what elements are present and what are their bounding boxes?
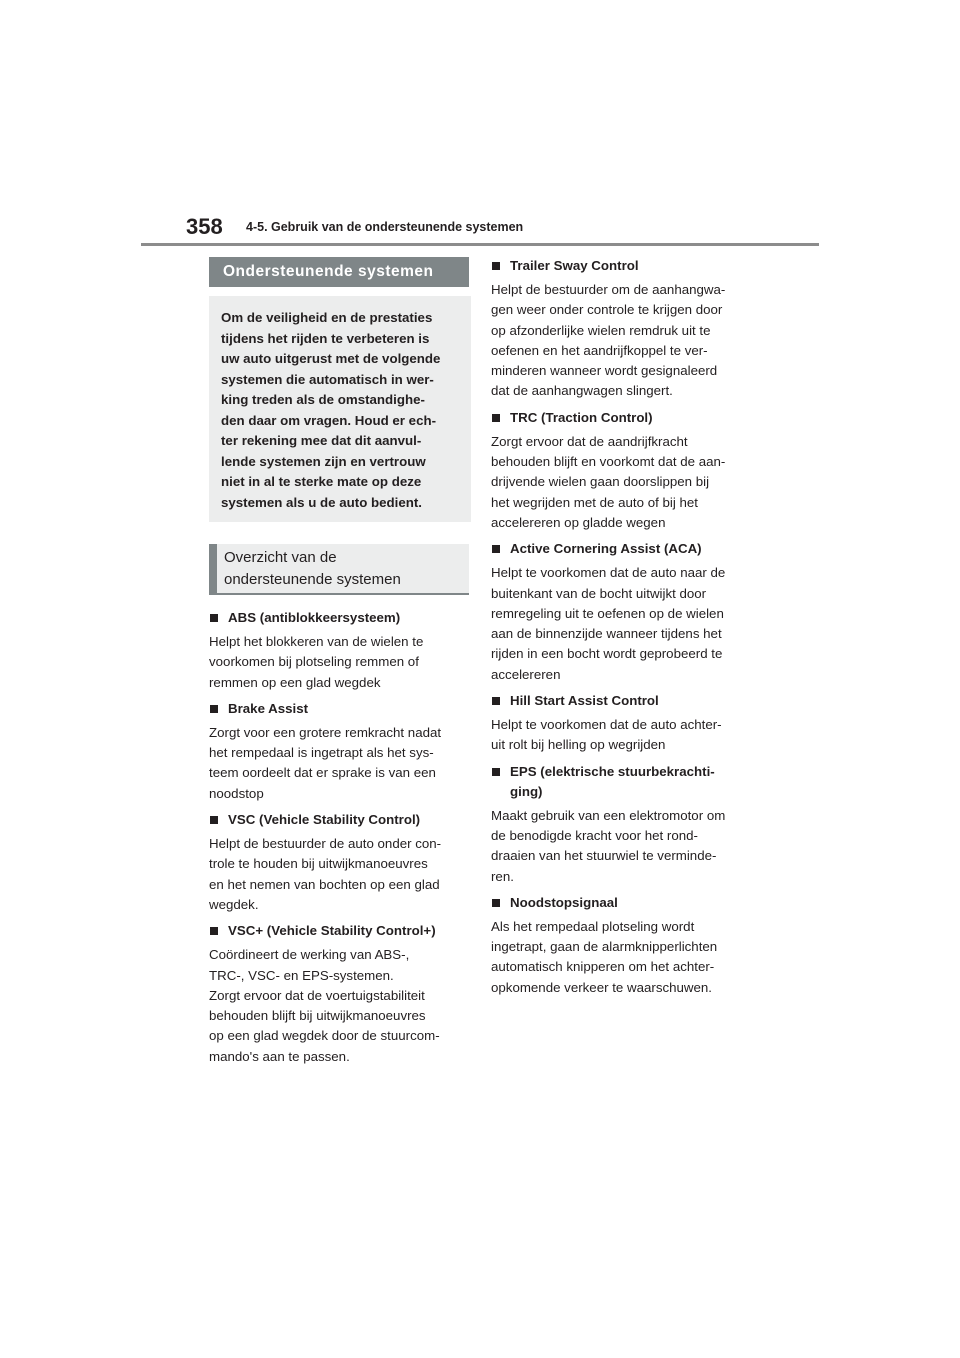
item-body [209, 632, 471, 693]
item-body [491, 917, 753, 998]
item-title: Active Cornering Assist (ACA) [510, 541, 702, 557]
system-item-vsc [209, 810, 471, 915]
body-line: automatisch knipperen om het achter- [491, 959, 715, 975]
body-line: rijden in een bocht wordt geprobeerd te [491, 646, 723, 662]
body-line: op een glad wegdek door de stuurcom- [209, 1028, 440, 1044]
header-divider [141, 243, 819, 246]
square-bullet-icon [210, 927, 218, 935]
body-line: accelereren op gladde wegen [491, 514, 666, 530]
system-item-hill-start [491, 691, 753, 756]
system-item-eps [491, 762, 753, 887]
body-line: het wegrijden met de auto of bij het [491, 494, 698, 510]
chapter-title: 4-5. Gebruik van de ondersteunende systemen [246, 220, 524, 234]
body-line: Zorgt ervoor dat de voertuigstabiliteit [209, 987, 425, 1003]
square-bullet-icon [210, 816, 218, 824]
item-heading [209, 608, 471, 628]
item-title: Noodstopsignaal [510, 894, 618, 910]
square-bullet-icon [492, 899, 500, 907]
item-title: VSC+ (Vehicle Stability Control+) [228, 923, 436, 939]
body-line: trole te houden bij uitwijkmanoeuvres [209, 856, 428, 872]
body-line: uit rolt bij helling op wegrijden [491, 737, 666, 753]
item-body [491, 806, 753, 887]
square-bullet-icon [210, 614, 218, 622]
body-line: Als het rempedaal plotseling wordt [491, 918, 695, 934]
item-body [209, 945, 471, 1067]
body-line: Coördineert de werking van ABS-, [209, 947, 410, 963]
body-line: ingetrapt, gaan de alarmknipperlichten [491, 939, 718, 955]
item-heading [209, 921, 471, 941]
square-bullet-icon [492, 768, 500, 776]
item-title: Hill Start Assist Control [510, 693, 659, 709]
item-title-line: ging) [510, 783, 543, 799]
system-item-brake-assist [209, 699, 471, 804]
body-line: Helpt de bestuurder om de aanhangwa- [491, 282, 726, 297]
square-bullet-icon [210, 705, 218, 713]
body-line: op afzonderlijke wielen remdruk uit te [491, 322, 711, 338]
intro-line: systemen als u de auto bedient. [221, 494, 422, 510]
subsection-title [209, 544, 469, 595]
body-line: oefenen en het aandrijfkoppel te ver- [491, 342, 708, 358]
item-title: Brake Assist [228, 700, 309, 716]
item-body [491, 563, 753, 685]
body-line: Helpt het blokkeren van de wielen te [209, 634, 424, 649]
item-heading [209, 810, 471, 830]
intro-line: king treden als de omstandighe- [221, 392, 425, 407]
item-body [491, 715, 753, 756]
body-line: remmen op een glad wegdek [209, 674, 381, 690]
item-body [491, 280, 753, 402]
body-line: voorkomen bij plotseling remmen of [209, 654, 419, 670]
intro-line: ter rekening mee dat dit aanvul- [221, 433, 422, 448]
subsection-title-line: Overzicht van de [224, 549, 337, 566]
intro-line: Om de veiligheid en de prestaties [221, 310, 433, 325]
body-line: Maakt gebruik van een elektromotor om [491, 807, 726, 823]
body-line: dat de aanhangwagen slingert. [491, 383, 673, 399]
item-heading [491, 256, 753, 276]
item-heading [491, 539, 753, 559]
body-line: TRC-, VSC- en EPS-systemen. [209, 967, 394, 983]
intro-line: uw auto uitgerust met de volgende [221, 351, 441, 366]
body-line: noodstop [209, 785, 264, 801]
body-line: behouden blijft bij uitwijkmanoeuvres [209, 1008, 426, 1024]
item-title: VSC (Vehicle Stability Control) [228, 812, 421, 828]
body-line: de benodigde kracht voor het rond- [491, 827, 698, 843]
body-line: gen weer onder controle te krijgen door [491, 302, 723, 318]
body-line: teem oordeelt dat er sprake is van een [209, 765, 436, 781]
body-line: Helpt te voorkomen dat de auto achter- [491, 717, 722, 733]
intro-line: systemen die automatisch in wer- [221, 371, 434, 387]
section-title: Ondersteunende systemen [209, 257, 469, 287]
square-bullet-icon [492, 262, 500, 270]
square-bullet-icon [492, 545, 500, 553]
body-line: Zorgt voor een grotere remkracht nadat [209, 724, 442, 740]
item-body [209, 834, 471, 915]
body-line: ren. [491, 868, 514, 884]
right-column [491, 256, 753, 1004]
system-item-trailer-sway [491, 256, 753, 402]
body-line: wegdek. [209, 896, 259, 912]
body-line: opkomende verkeer te waarschuwen. [491, 979, 712, 995]
item-heading [491, 893, 753, 913]
item-title: ABS (antiblokkeersysteem) [228, 610, 401, 625]
item-body [491, 432, 753, 533]
intro-box [209, 296, 471, 522]
item-heading [491, 762, 753, 802]
system-item-emergency-stop-signal [491, 893, 753, 998]
item-heading [491, 691, 753, 711]
item-title: TRC (Traction Control) [510, 409, 653, 425]
system-item-vsc-plus [209, 921, 471, 1067]
square-bullet-icon [492, 414, 500, 422]
body-line: buitenkant van de bocht uitwijkt door [491, 585, 707, 601]
system-item-aca [491, 539, 753, 685]
item-heading [491, 408, 753, 428]
body-line: Helpt de bestuurder de auto onder con- [209, 836, 442, 852]
left-column [209, 257, 471, 1073]
body-line: behouden blijft en voorkomt dat de aan- [491, 454, 726, 470]
square-bullet-icon [492, 697, 500, 705]
intro-line: den daar om vragen. Houd er ech- [221, 412, 437, 428]
body-line: en het nemen van bochten op een glad [209, 876, 440, 892]
item-title-line: EPS (elektrische stuurbekrachti- [510, 763, 715, 779]
item-heading [209, 699, 471, 719]
body-line: Helpt te voorkomen dat de auto naar de [491, 565, 726, 581]
intro-line: lende systemen zijn en vertrouw [221, 453, 426, 469]
body-line: remregeling uit te oefenen op de wielen [491, 605, 724, 621]
body-line: mando's aan te passen. [209, 1048, 350, 1064]
body-line: het rempedaal is ingetrapt als het sys- [209, 745, 434, 761]
body-line: drijvende wielen gaan doorslippen bij [491, 474, 710, 490]
body-line: minderen wanneer wordt gesignaleerd [491, 363, 718, 379]
system-item-abs [209, 608, 471, 693]
item-body [209, 723, 471, 804]
item-title: Trailer Sway Control [510, 258, 639, 273]
body-line: Zorgt ervoor dat de aandrijfkracht [491, 433, 688, 449]
body-line: aan de binnenzijde wanneer tijdens het [491, 626, 722, 642]
page-number: 358 [186, 214, 223, 239]
item-title [510, 762, 715, 802]
subsection-title-line: ondersteunende systemen [224, 570, 401, 588]
body-line: accelereren [491, 666, 561, 682]
intro-line: niet in al te sterke mate op deze [221, 474, 422, 489]
body-line: draaien van het stuurwiel te verminde- [491, 848, 717, 864]
intro-line: tijdens het rijden te verbeteren is [221, 330, 430, 346]
system-item-trc [491, 408, 753, 533]
